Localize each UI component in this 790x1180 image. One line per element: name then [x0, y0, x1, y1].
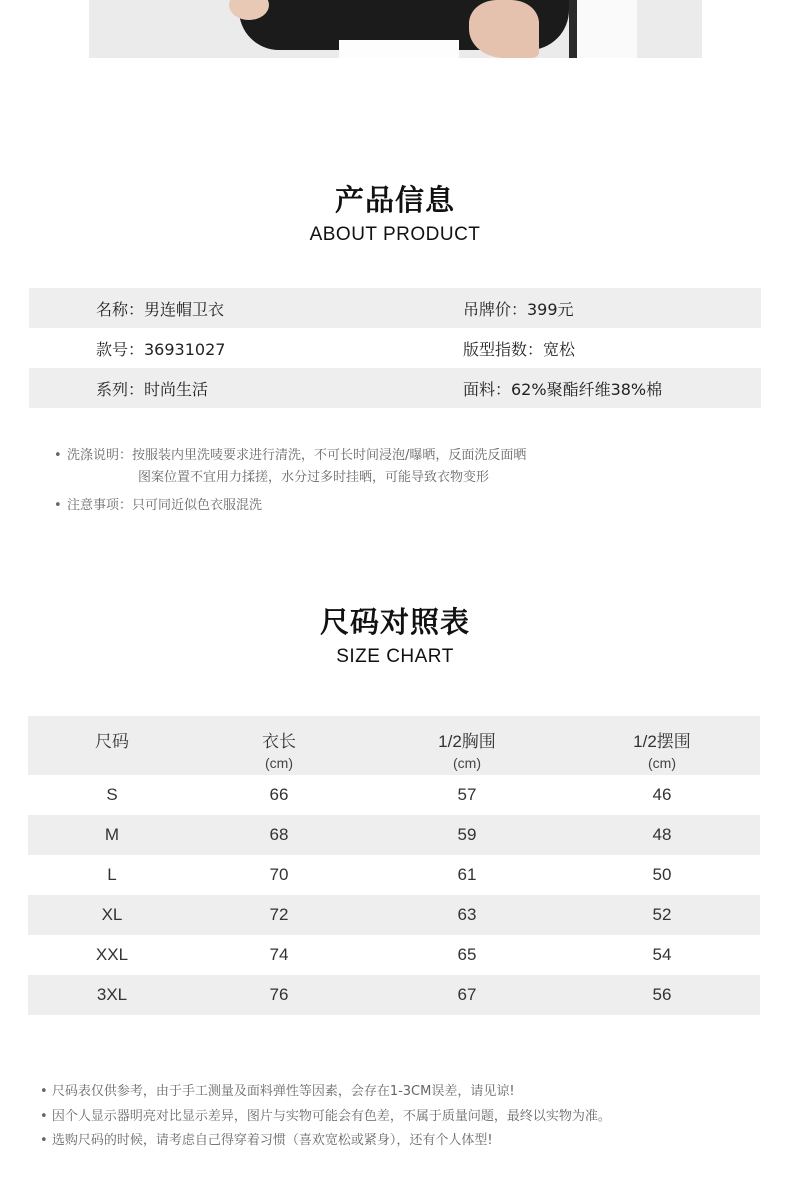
info-row	[29, 328, 761, 368]
bullet-icon: •	[54, 448, 62, 463]
cell-chest: 59	[457, 825, 477, 844]
cell-length: 74	[269, 945, 289, 964]
cell-length: 68	[269, 825, 289, 844]
header-chest: 1/2胸围 (cm)	[438, 732, 496, 771]
table-row	[28, 895, 760, 935]
cell-chest: 67	[457, 985, 477, 1004]
cell-hem: 50	[652, 865, 672, 884]
bullet-icon: •	[40, 1108, 52, 1124]
table-row	[28, 775, 760, 815]
info-row	[29, 288, 761, 328]
footnote: • 选购尺码的时候，请考虑自己得穿着习惯（喜欢宽松或紧身），还有个人体型!	[40, 1133, 493, 1148]
cell-hem: 52	[652, 905, 672, 924]
cell-hem: 48	[652, 825, 672, 844]
table-row	[28, 815, 760, 855]
size-table-header	[28, 716, 760, 775]
note-text: 注意事项：只可同近似色衣服混洗	[67, 498, 263, 513]
size-chart-subtitle: SIZE CHART	[336, 646, 454, 667]
care-note-wash	[54, 445, 526, 467]
bullet-icon: •	[40, 1133, 52, 1148]
cell-hem: 46	[652, 785, 672, 804]
bullet-icon: •	[40, 1084, 52, 1099]
cell-length: 72	[269, 905, 289, 924]
info-name: 名称：男连帽卫衣	[96, 299, 225, 319]
cell-size: 3XL	[96, 985, 128, 1004]
cell-length: 70	[269, 865, 289, 884]
info-style-no: 款号：36931027	[96, 339, 226, 359]
cell-hem: 56	[652, 985, 672, 1004]
note-text: 图案位置不宜用力揉搓，水分过多时挂晒，可能导致衣物变形	[138, 470, 490, 485]
size-chart-table	[28, 716, 760, 1015]
note-text: 洗涤说明：按服装内里洗唛要求进行清洗，不可长时间浸泡/曝晒，反面洗反面晒	[67, 448, 527, 463]
cell-chest: 61	[457, 865, 477, 884]
cell-chest: 65	[457, 945, 477, 964]
table-row	[28, 855, 760, 895]
info-price: 吊牌价：399元	[463, 299, 574, 319]
footnote: • 尺码表仅供参考，由于手工测量及面料弹性等因素，会存在1-3CM误差，请见谅!	[40, 1084, 515, 1099]
care-notes	[54, 445, 526, 517]
cell-length: 66	[269, 785, 289, 804]
cell-size: S	[106, 785, 118, 804]
cell-size: XL	[101, 905, 123, 924]
bullet-icon: •	[54, 498, 62, 513]
cell-hem: 54	[652, 945, 672, 964]
info-row	[29, 368, 761, 408]
product-photo	[89, 0, 702, 58]
cell-size: L	[107, 865, 117, 884]
cell-size: XXL	[95, 945, 129, 964]
care-note-caution	[54, 495, 526, 517]
header-size: 尺码	[95, 732, 129, 751]
cell-length: 76	[269, 985, 289, 1004]
product-info-subtitle: ABOUT PRODUCT	[309, 224, 481, 245]
product-info-title: 产品信息	[334, 183, 455, 217]
product-info-table	[29, 288, 761, 408]
hand-right-shape	[469, 0, 539, 58]
info-fabric: 面料：62%聚酯纤维38%棉	[463, 379, 663, 399]
footnote: • 因个人显示器明亮对比显示差异，图片与实物可能会有色差，不属于质量问题，最终以实物为准。	[40, 1108, 611, 1124]
care-note-wash-cont	[54, 467, 526, 489]
info-series: 系列：时尚生活	[96, 379, 209, 399]
header-hem: 1/2摆围 (cm)	[633, 732, 691, 771]
size-chart-title: 尺码对照表	[319, 605, 470, 639]
size-footnotes	[40, 1080, 611, 1154]
white-garment-shape	[339, 40, 459, 58]
table-row	[28, 975, 760, 1015]
header-length: 衣长 (cm)	[262, 732, 296, 771]
sleeve-shape	[569, 0, 637, 58]
table-row	[28, 935, 760, 975]
cell-chest: 57	[457, 785, 477, 804]
cell-size: M	[104, 825, 120, 844]
info-fit: 版型指数：宽松	[463, 339, 576, 359]
cell-chest: 63	[457, 905, 477, 924]
